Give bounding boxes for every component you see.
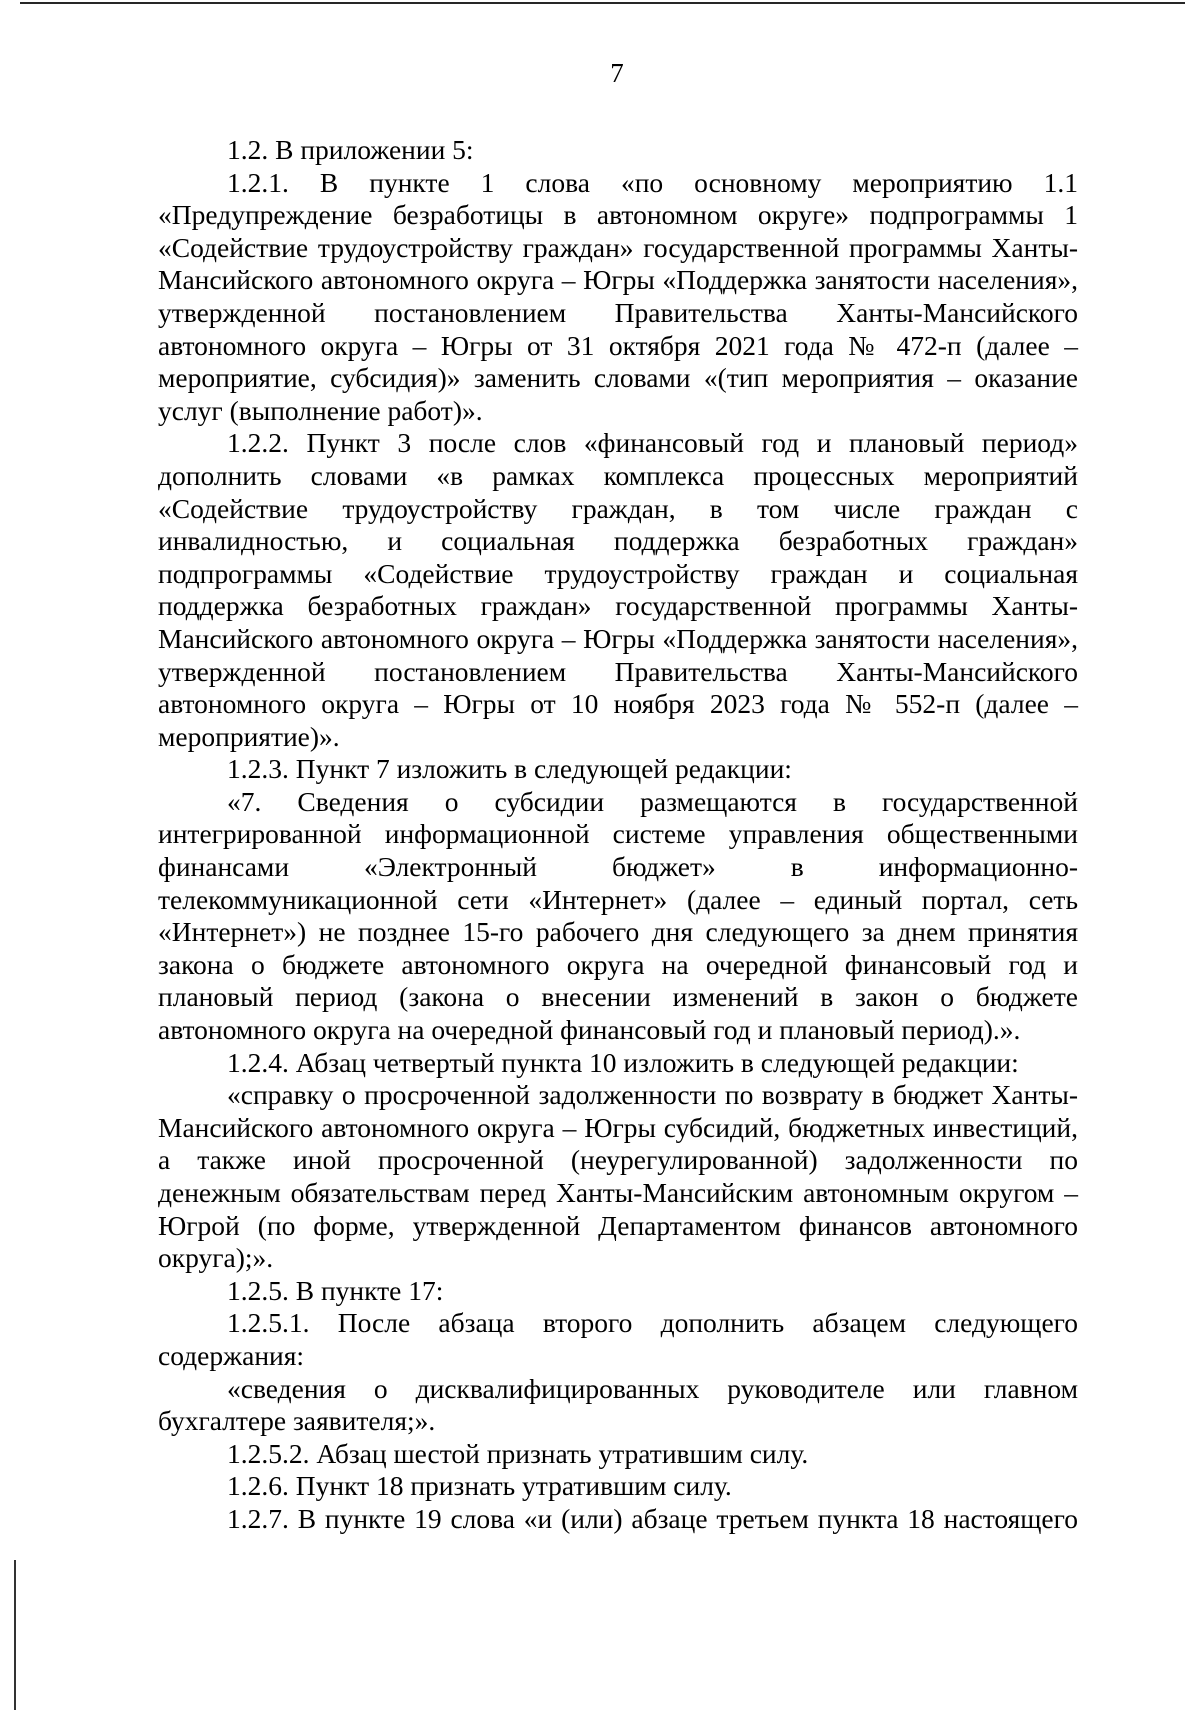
paragraph: «справку о просроченной задолженности по возврату в бюджет Ханты-Мансийского автономного округа – Югры субсидий, бюджетных инвестиций, а также иной просроченной (неурегулированной) задолженности по денежным обязательствам перед Ханты-Мансийским автономным округом – Югрой (по форме, утвержденной Департаментом финансов автономного округа);».: [158, 1079, 1078, 1274]
paragraph: 1.2.4. Абзац четвертый пункта 10 изложить в следующей редакции:: [227, 1046, 1019, 1078]
paragraph: 1.2.6. Пункт 18 признать утратившим силу.: [227, 1470, 732, 1502]
scan-edge-line: [20, 2, 1185, 4]
scan-edge-line: [14, 1560, 16, 1710]
page-number: 7: [610, 58, 624, 88]
paragraph: 1.2.5.1. После абзаца второго дополнить абзацем следующего содержания:: [158, 1307, 1078, 1371]
paragraph: 1.2. В приложении 5:: [227, 134, 474, 165]
paragraph: 1.2.2. Пункт 3 после слов «финансовый год и плановый период» дополнить словами «в рамках комплекса процессных мероприятий «Содействие трудоустройству граждан, в том числе граждан с инвалидностью, и социальная поддержка безработных граждан» подпрограммы «Содействие трудоустройству граждан и социальная поддержка безработных граждан» государственной программы Ханты-Мансийского автономного округа – Югры «Поддержка занятости населения», утвержденной постановлением Правительства Ханты-Мансийского автономного округа – Югры от 10 ноября 2023 года № 552-п (далее – мероприятие)».: [158, 427, 1078, 752]
paragraph: 1.2.5.2. Абзац шестой признать утратившим силу.: [227, 1437, 809, 1469]
paragraph: 1.2.3. Пункт 7 изложить в следующей редакции:: [227, 753, 792, 785]
document-body: [158, 134, 1078, 1536]
paragraph: «7. Сведения о субсидии размещаются в государственной интегрированной информационной системе управления общественными финансами «Электронный бюджет» в информационно-телекоммуникационной сети «Интернет» (далее – единый портал, сеть «Интернет») не позднее 15-го рабочего дня следующего за днем принятия закона о бюджете автономного округа на очередной финансовый год и плановый период (закона о внесении изменений в закон о бюджете автономного округа на очередной финансовый год и плановый период).».: [158, 785, 1078, 1046]
paragraph: 1.2.7. В пункте 19 слова «и (или) абзаце третьем пункта 18 настоящего: [227, 1502, 1078, 1534]
paragraph: «сведения о дисквалифицированных руководителе или главном бухгалтере заявителя;».: [158, 1372, 1078, 1437]
paragraph: 1.2.5. В пункте 17:: [227, 1274, 444, 1306]
paragraph: 1.2.1. В пункте 1 слова «по основному мероприятию 1.1 «Предупреждение безработицы в автономном округе» подпрограммы 1 «Содействие трудоустройству граждан» государственной программы Ханты-Мансийского автономного округа – Югры «Поддержка занятости населения», утвержденной постановлением Правительства Ханты-Мансийского автономного округа – Югры от 31 октября 2021 года № 472-п (далее – мероприятие, субсидия)» заменить словами «(тип мероприятия – оказание услуг (выполнение работ)».: [158, 166, 1078, 426]
